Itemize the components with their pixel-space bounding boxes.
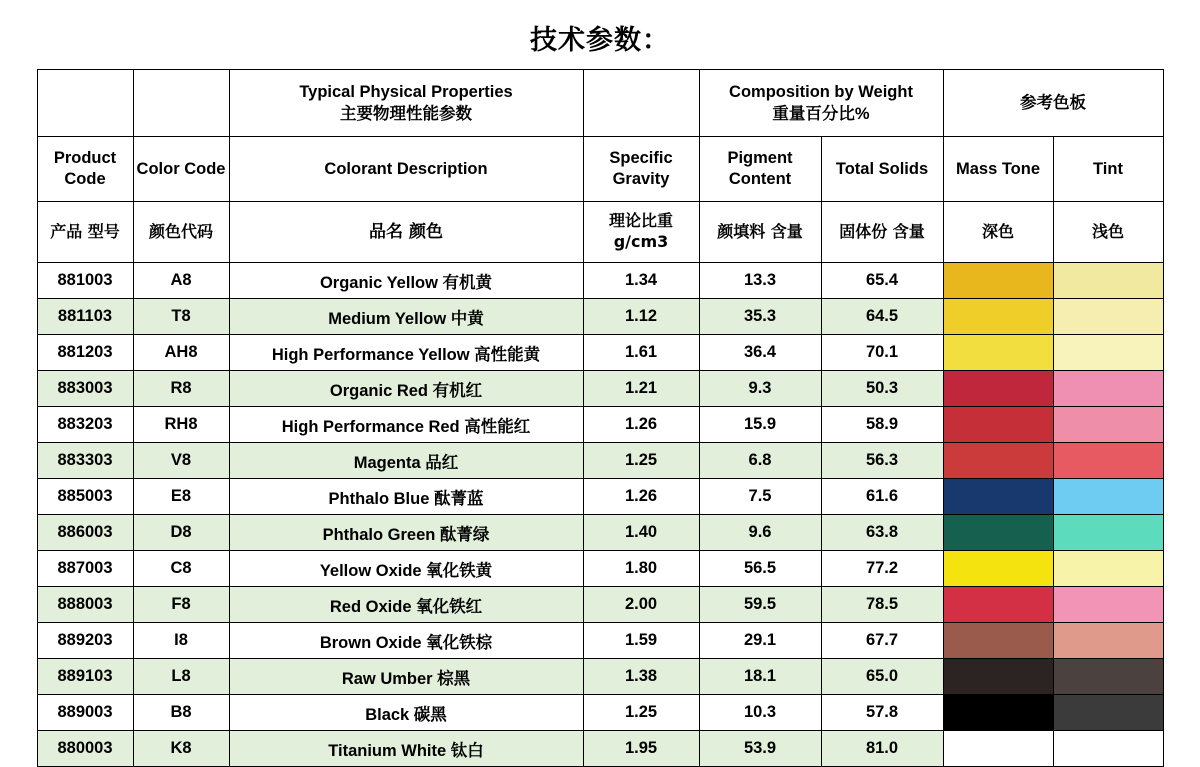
tint-color: [1054, 659, 1163, 694]
cell-specific-gravity: 1.59: [583, 623, 699, 659]
cell-colorant-description: Titanium White 钛白: [229, 731, 583, 767]
cell-total-solids: 56.3: [821, 443, 943, 479]
cell-colorant-description: Red Oxide 氧化铁红: [229, 587, 583, 623]
mass-tone-color: [944, 659, 1053, 694]
cell-pigment-content: 9.6: [699, 515, 821, 551]
cell-product-code: 881203: [37, 335, 133, 371]
cell-total-solids: 81.0: [821, 731, 943, 767]
cell-specific-gravity: 1.40: [583, 515, 699, 551]
mass-tone-color: [944, 407, 1053, 442]
mass-tone-color: [944, 515, 1053, 550]
cell-product-code: 885003: [37, 479, 133, 515]
header-tint-en: Tint: [1053, 137, 1163, 202]
cell-color-code: A8: [133, 263, 229, 299]
cell-mass-tone-swatch: [943, 623, 1053, 659]
cell-tint-swatch: [1053, 731, 1163, 767]
cell-specific-gravity: 1.25: [583, 443, 699, 479]
cell-colorant-description: Organic Red 有机红: [229, 371, 583, 407]
cell-color-code: C8: [133, 551, 229, 587]
cell-pigment-content: 6.8: [699, 443, 821, 479]
cell-mass-tone-swatch: [943, 299, 1053, 335]
header-group-composition-en: Composition by Weight: [729, 82, 913, 101]
cell-colorant-description: High Performance Yellow 高性能黄: [229, 335, 583, 371]
cell-product-code: 880003: [37, 731, 133, 767]
cell-color-code: F8: [133, 587, 229, 623]
cell-product-code: 883203: [37, 407, 133, 443]
cell-specific-gravity: 1.61: [583, 335, 699, 371]
mass-tone-color: [944, 479, 1053, 514]
header-specific-gravity-en: Specific Gravity: [583, 137, 699, 202]
header-colorant-description-cn: 品名 颜色: [229, 202, 583, 263]
cell-specific-gravity: 1.21: [583, 371, 699, 407]
cell-tint-swatch: [1053, 335, 1163, 371]
cell-pigment-content: 15.9: [699, 407, 821, 443]
cell-mass-tone-swatch: [943, 263, 1053, 299]
header-color-code-cn: 颜色代码: [133, 202, 229, 263]
header-total-solids-en: Total Solids: [821, 137, 943, 202]
cell-specific-gravity: 1.25: [583, 695, 699, 731]
header-group-typical-en: Typical Physical Properties: [299, 82, 513, 101]
cell-product-code: 881103: [37, 299, 133, 335]
cell-pigment-content: 29.1: [699, 623, 821, 659]
header-mass-tone-cn: 深色: [943, 202, 1053, 263]
header-blank-product: [37, 70, 133, 137]
cell-product-code: 886003: [37, 515, 133, 551]
cell-product-code: 887003: [37, 551, 133, 587]
table-row: [37, 515, 1163, 551]
cell-colorant-description: Black 碳黑: [229, 695, 583, 731]
cell-pigment-content: 18.1: [699, 659, 821, 695]
cell-tint-swatch: [1053, 479, 1163, 515]
tint-color: [1054, 443, 1163, 478]
tint-color: [1054, 551, 1163, 586]
cell-tint-swatch: [1053, 515, 1163, 551]
mass-tone-color: [944, 551, 1053, 586]
cell-mass-tone-swatch: [943, 371, 1053, 407]
header-color-code-en: Color Code: [133, 137, 229, 202]
table-row: [37, 263, 1163, 299]
tint-color: [1054, 263, 1163, 298]
cell-pigment-content: 35.3: [699, 299, 821, 335]
tint-color: [1054, 623, 1163, 658]
cell-tint-swatch: [1053, 407, 1163, 443]
cell-tint-swatch: [1053, 623, 1163, 659]
header-group-swatch: 参考色板: [943, 70, 1163, 137]
header-total-solids-cn: 固体份 含量: [821, 202, 943, 263]
cell-color-code: I8: [133, 623, 229, 659]
table-row: [37, 443, 1163, 479]
cell-tint-swatch: [1053, 263, 1163, 299]
cell-colorant-description: Phthalo Blue 酞菁蓝: [229, 479, 583, 515]
cell-product-code: 888003: [37, 587, 133, 623]
cell-total-solids: 57.8: [821, 695, 943, 731]
cell-pigment-content: 56.5: [699, 551, 821, 587]
cell-specific-gravity: 1.26: [583, 407, 699, 443]
table-row: [37, 299, 1163, 335]
header-row-chinese: [37, 202, 1163, 263]
cell-total-solids: 65.0: [821, 659, 943, 695]
cell-pigment-content: 53.9: [699, 731, 821, 767]
cell-colorant-description: Raw Umber 棕黑: [229, 659, 583, 695]
header-blank-sg: [583, 70, 699, 137]
cell-total-solids: 61.6: [821, 479, 943, 515]
cell-product-code: 889003: [37, 695, 133, 731]
tint-color: [1054, 371, 1163, 406]
cell-product-code: 883003: [37, 371, 133, 407]
cell-total-solids: 63.8: [821, 515, 943, 551]
cell-mass-tone-swatch: [943, 407, 1053, 443]
cell-total-solids: 64.5: [821, 299, 943, 335]
cell-mass-tone-swatch: [943, 515, 1053, 551]
table-row: [37, 371, 1163, 407]
table-row: [37, 731, 1163, 767]
cell-mass-tone-swatch: [943, 479, 1053, 515]
header-pigment-content-en: Pigment Content: [699, 137, 821, 202]
header-group-typical: [229, 70, 583, 137]
cell-colorant-description: High Performance Red 高性能红: [229, 407, 583, 443]
tint-color: [1054, 479, 1163, 514]
mass-tone-color: [944, 299, 1053, 334]
tint-color: [1054, 695, 1163, 730]
cell-pigment-content: 36.4: [699, 335, 821, 371]
mass-tone-color: [944, 443, 1053, 478]
header-colorant-description-en: Colorant Description: [229, 137, 583, 202]
cell-mass-tone-swatch: [943, 731, 1053, 767]
cell-colorant-description: Phthalo Green 酞菁绿: [229, 515, 583, 551]
header-row-groups: [37, 70, 1163, 137]
mass-tone-color: [944, 371, 1053, 406]
table-row: [37, 479, 1163, 515]
cell-tint-swatch: [1053, 659, 1163, 695]
table-row: [37, 659, 1163, 695]
header-product-code-cn: 产品 型号: [37, 202, 133, 263]
cell-product-code: 889203: [37, 623, 133, 659]
table-row: [37, 335, 1163, 371]
table-row: [37, 551, 1163, 587]
cell-product-code: 881003: [37, 263, 133, 299]
cell-color-code: K8: [133, 731, 229, 767]
header-specific-gravity-cn: 理论比重 g/cm3: [583, 202, 699, 263]
header-product-code-en: Product Code: [37, 137, 133, 202]
cell-color-code: RH8: [133, 407, 229, 443]
cell-color-code: D8: [133, 515, 229, 551]
tint-color: [1054, 731, 1163, 766]
cell-color-code: T8: [133, 299, 229, 335]
cell-product-code: 889103: [37, 659, 133, 695]
table-row: [37, 587, 1163, 623]
cell-mass-tone-swatch: [943, 695, 1053, 731]
tint-color: [1054, 299, 1163, 334]
cell-mass-tone-swatch: [943, 551, 1053, 587]
cell-mass-tone-swatch: [943, 443, 1053, 479]
cell-specific-gravity: 2.00: [583, 587, 699, 623]
mass-tone-color: [944, 623, 1053, 658]
header-pigment-content-cn: 颜填料 含量: [699, 202, 821, 263]
table-header: [37, 70, 1163, 263]
table-row: [37, 695, 1163, 731]
cell-color-code: E8: [133, 479, 229, 515]
cell-total-solids: 78.5: [821, 587, 943, 623]
cell-colorant-description: Brown Oxide 氧化铁棕: [229, 623, 583, 659]
technical-parameters-table: [37, 69, 1164, 767]
cell-total-solids: 70.1: [821, 335, 943, 371]
cell-pigment-content: 10.3: [699, 695, 821, 731]
cell-specific-gravity: 1.95: [583, 731, 699, 767]
cell-tint-swatch: [1053, 371, 1163, 407]
cell-pigment-content: 9.3: [699, 371, 821, 407]
cell-pigment-content: 59.5: [699, 587, 821, 623]
tint-color: [1054, 407, 1163, 442]
cell-colorant-description: Yellow Oxide 氧化铁黄: [229, 551, 583, 587]
cell-color-code: V8: [133, 443, 229, 479]
table-row: [37, 623, 1163, 659]
header-group-typical-cn: 主要物理性能参数: [340, 105, 472, 123]
cell-mass-tone-swatch: [943, 587, 1053, 623]
cell-color-code: B8: [133, 695, 229, 731]
mass-tone-color: [944, 695, 1053, 730]
cell-color-code: AH8: [133, 335, 229, 371]
mass-tone-color: [944, 587, 1053, 622]
cell-specific-gravity: 1.34: [583, 263, 699, 299]
tint-color: [1054, 515, 1163, 550]
cell-total-solids: 58.9: [821, 407, 943, 443]
cell-color-code: L8: [133, 659, 229, 695]
cell-pigment-content: 13.3: [699, 263, 821, 299]
table-row: [37, 407, 1163, 443]
tint-color: [1054, 587, 1163, 622]
header-group-composition: [699, 70, 943, 137]
cell-colorant-description: Organic Yellow 有机黄: [229, 263, 583, 299]
header-group-composition-cn: 重量百分比%: [772, 105, 870, 123]
header-mass-tone-en: Mass Tone: [943, 137, 1053, 202]
cell-colorant-description: Medium Yellow 中黄: [229, 299, 583, 335]
cell-tint-swatch: [1053, 551, 1163, 587]
cell-tint-swatch: [1053, 695, 1163, 731]
cell-total-solids: 65.4: [821, 263, 943, 299]
cell-specific-gravity: 1.26: [583, 479, 699, 515]
cell-color-code: R8: [133, 371, 229, 407]
tint-color: [1054, 335, 1163, 370]
cell-product-code: 883303: [37, 443, 133, 479]
header-row-english: [37, 137, 1163, 202]
mass-tone-color: [944, 731, 1053, 766]
page-title: 技术参数：: [530, 25, 670, 56]
cell-total-solids: 77.2: [821, 551, 943, 587]
header-tint-cn: 浅色: [1053, 202, 1163, 263]
cell-specific-gravity: 1.38: [583, 659, 699, 695]
cell-total-solids: 67.7: [821, 623, 943, 659]
cell-mass-tone-swatch: [943, 335, 1053, 371]
cell-colorant-description: Magenta 品红: [229, 443, 583, 479]
cell-tint-swatch: [1053, 299, 1163, 335]
cell-mass-tone-swatch: [943, 659, 1053, 695]
cell-specific-gravity: 1.12: [583, 299, 699, 335]
cell-tint-swatch: [1053, 443, 1163, 479]
cell-tint-swatch: [1053, 587, 1163, 623]
mass-tone-color: [944, 335, 1053, 370]
cell-specific-gravity: 1.80: [583, 551, 699, 587]
table-body: [37, 263, 1163, 767]
cell-pigment-content: 7.5: [699, 479, 821, 515]
header-blank-color: [133, 70, 229, 137]
cell-total-solids: 50.3: [821, 371, 943, 407]
mass-tone-color: [944, 263, 1053, 298]
